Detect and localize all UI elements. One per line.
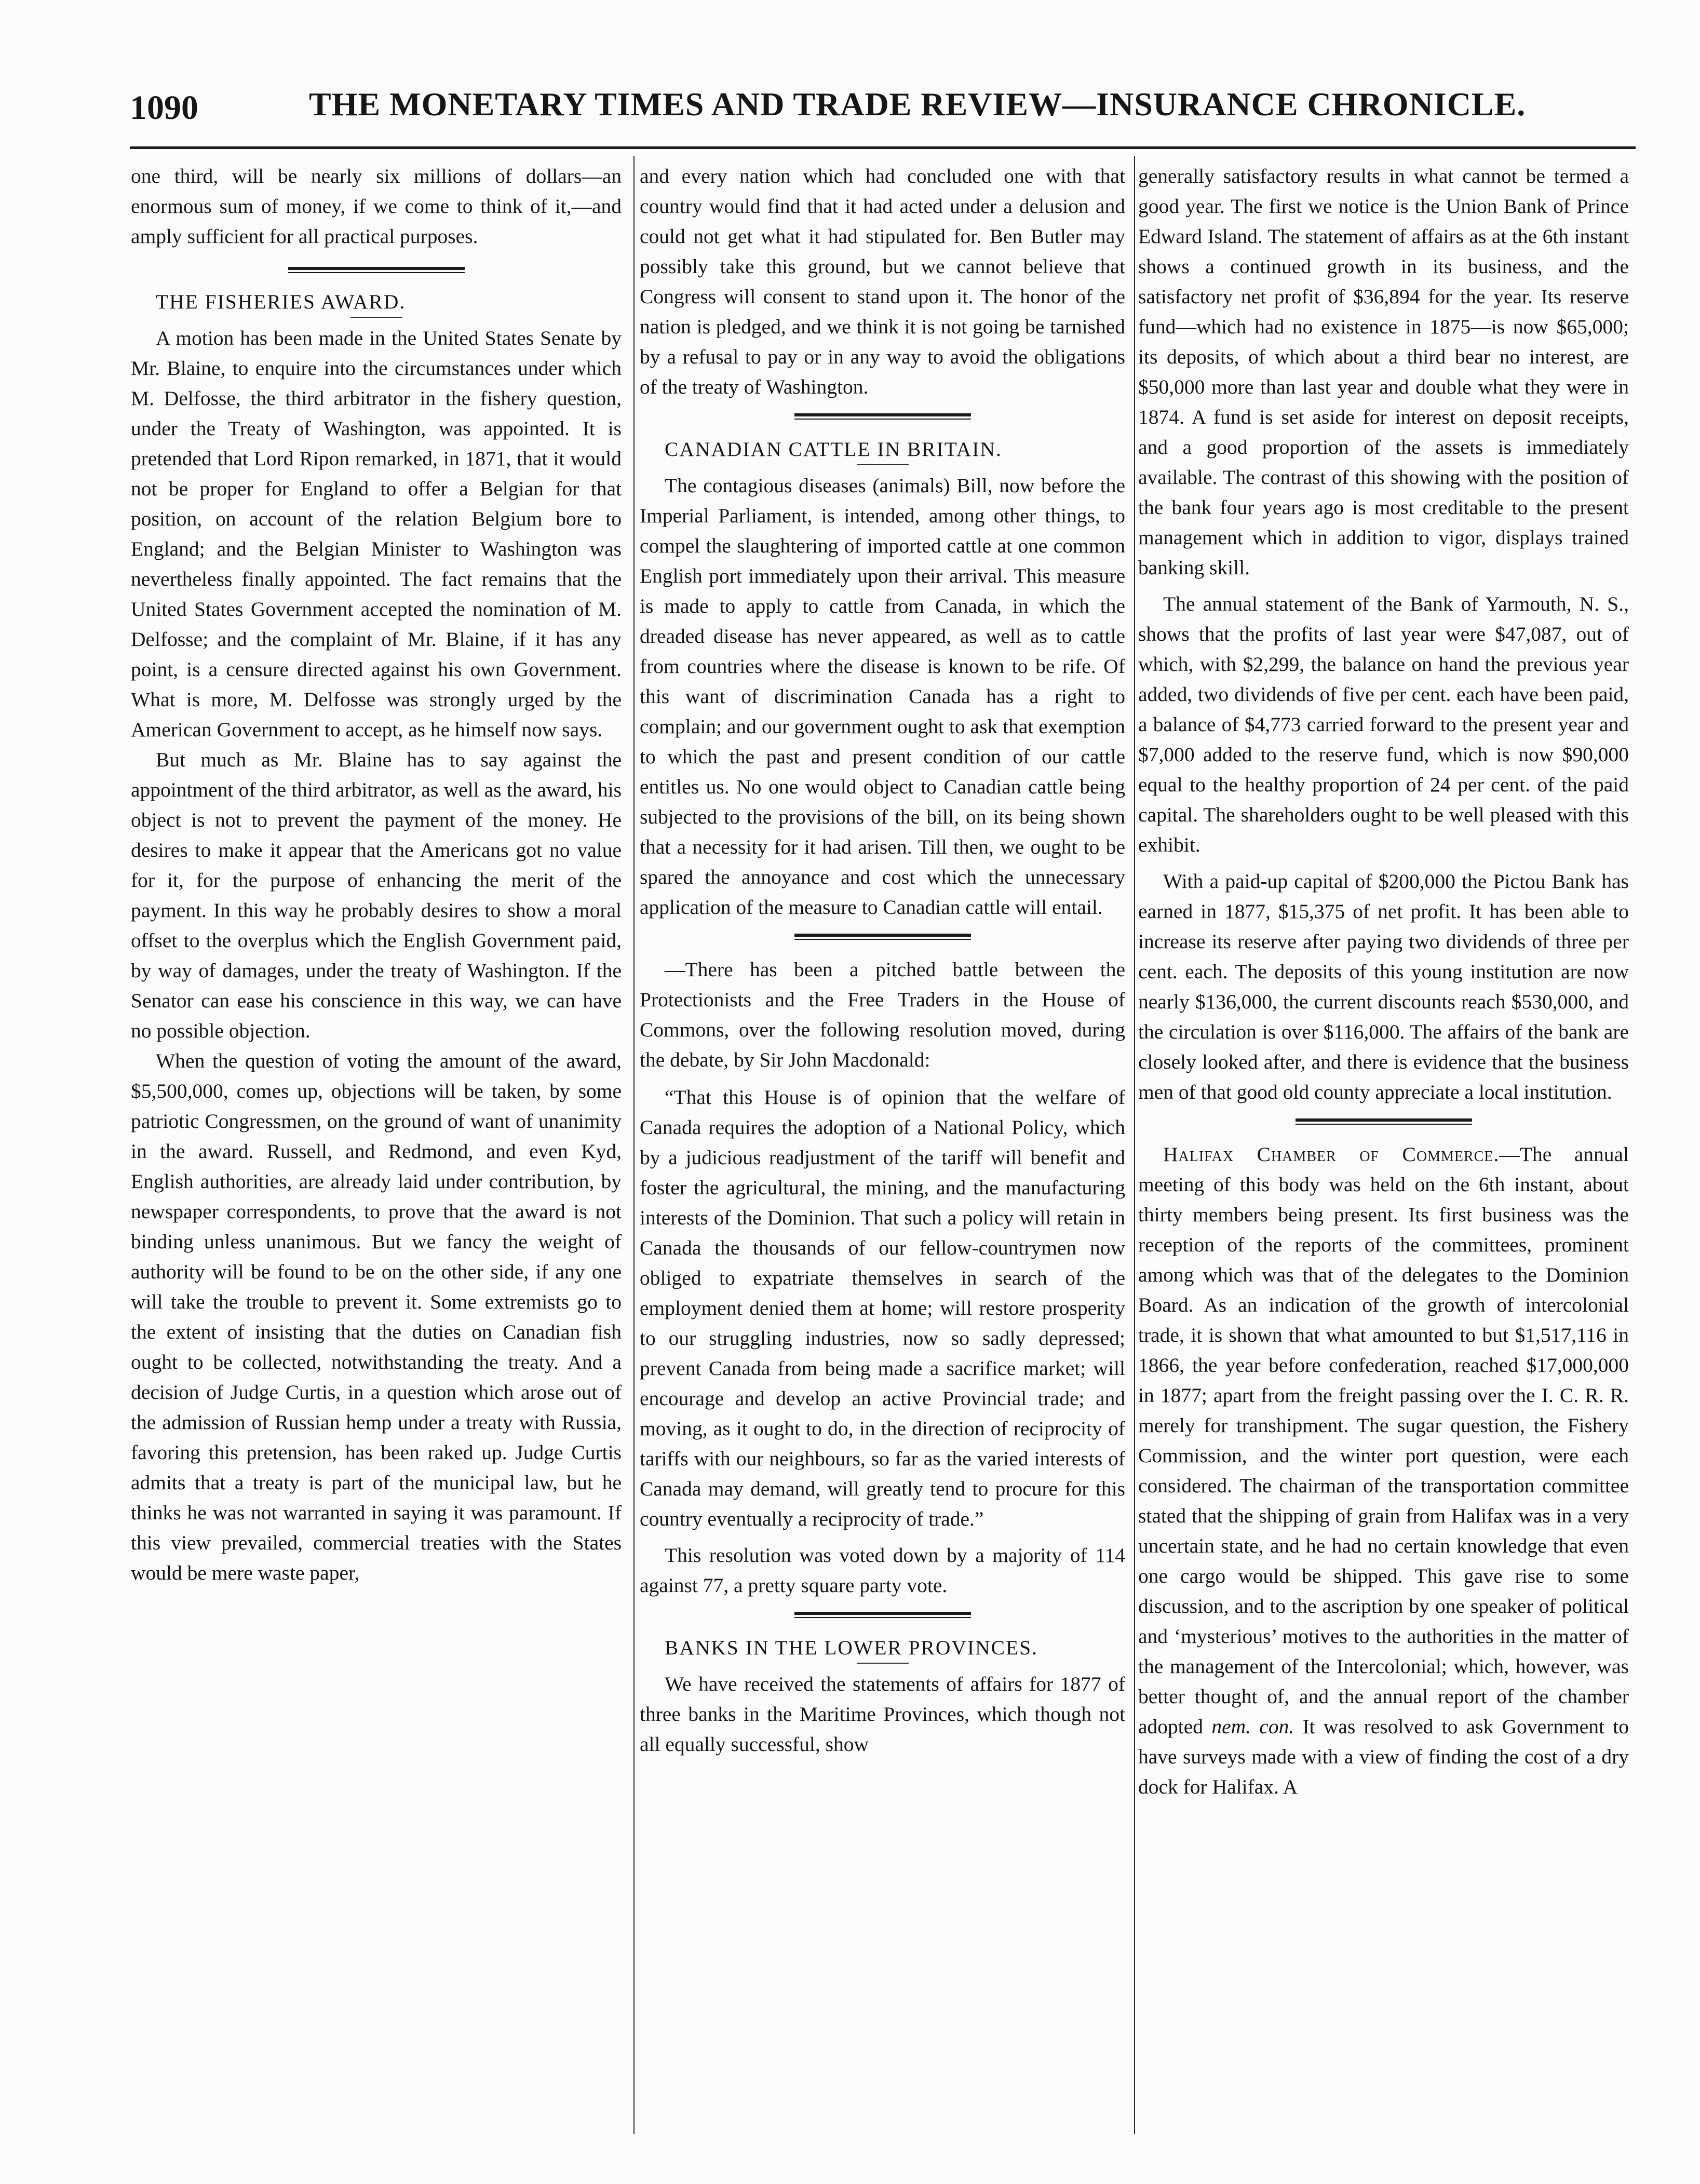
article-heading: THE FISHERIES AWARD. (156, 290, 406, 313)
heading-rule (857, 464, 909, 465)
section-divider (288, 267, 465, 273)
continued-paragraph: one third, will be nearly six millions of dollars—an enormous sum of money, if we come to think of it,—and amply sufficient for all practical purposes. (131, 165, 622, 248)
section-divider (1296, 1118, 1472, 1125)
article-paragraph: The annual statement of the Bank of Yarmouth, N. S., shows that the profits of last year were $47,087, out of which, with $2,299, the balance on hand the previous year added, two dividends of five per cent. each have been paid, a balance of $4,773 carried forward to the present year and $7,000 added to the reserve fund, which is now $90,000 equal to the healthy proportion of 24 per cent. of the paid capital. The shareholders ought to be well pleased with this exhibit. (1138, 592, 1629, 856)
article-paragraph: With a paid-up capital of $200,000 the Pictou Bank has earned in 1877, $15,375 of net profit. It has been able to increase its reserve after paying two dividends of three per cent. each. The deposits of this young institution are now nearly $136,000, the current discounts reach $530,000, and the circulation is over $116,000. The affairs of the bank are closely looked after, and there is evidence that the business men of that good old county appreciate a local institution. (1138, 870, 1629, 1103)
article-paragraph: But much as Mr. Blaine has to say against the appointment of the third arbitrator, as well as the award, his object is not to prevent the payment of the money. He desires to make it appear that the Americans got no value for it, for the purpose of enhancing the merit of the payment. In this way he probably desires to show a moral offset to the overplus which the English Government paid, by way of damages, under the treaty of Washington. If the Senator can ease his conscience in this way, we can have no possible objection. (131, 748, 622, 1042)
article-paragraph: The contagious diseases (animals) Bill, now before the Imperial Parliament, is intended, among other things, to compel the slaughtering of imported cattle at one common English port immediately upon their arrival. This measure is made to apply to cattle from Canada, in which the dreaded disease has never appeared, as well as to cattle from countries where the disease is known to be rife. Of this want of discrimination Canada has a right to complain; and our government ought to ask that exemption to which the past and present condition of our cattle entitles us. No one would object to Canadian cattle being subjected to the provisions of the bill, on its being shown that a necessity for it had arisen. Till then, we ought to be spared the annoyance and cost which the unnecessary application of the measure to Canadian cattle will entail. (640, 474, 1125, 919)
page-edge (0, 0, 21, 2184)
paragraph-lead: Halifax Chamber of Commerce. (1163, 1143, 1500, 1166)
latin-phrase: nem. con. (1211, 1715, 1294, 1738)
heading-rule (857, 1663, 909, 1664)
continued-paragraph: generally satisfactory results in what cannot be termed a good year. The first we notice is the Union Bank of Prince Edward Island. The statement of affairs as at the 6th instant shows a continued growth in its business, and the satisfactory net profit of $36,894 for the year. Its reserve fund—which had no existence in 1875—is now $65,000; its deposits, of which about a third bear no interest, are $50,000 more than last year and double what they were in 1874. A fund is set aside for interest on deposit receipts, and a good proportion of the assets is immediately available. The contrast of this showing with the position of the bank four years ago is most creditable to the present management which in addition to vigor, displays trained banking skill. (1138, 165, 1629, 579)
article-paragraph: A motion has been made in the United States Senate by Mr. Blaine, to enquire into the circumstances under which M. Delfosse, the third arbitrator in the fishery question, under the Treaty of Washington, was appointed. It is pretended that Lord Ripon remarked, in 1871, that it would not be proper for England to offer a Belgian for that position, on account of the relation Belgium bore to England; and the Belgian Minister to Washington was nevertheless finally appointed. The fact remains that the United States Government accepted the nomination of M. Delfosse; and the complaint of Mr. Blaine, if it has any point, is a censure directed against his own Government. What is more, M. Delfosse was strongly urged by the American Government to accept, as he himself now says. (131, 327, 622, 741)
column-3 (1138, 161, 1629, 2134)
article-paragraph (1138, 1139, 1629, 1802)
article-paragraph: —There has been a pitched battle between the Protectionists and the Free Traders in the House of Commons, over the following resolution moved, during the debate, by Sir John Macdonald: (640, 958, 1125, 1071)
section-divider (794, 413, 971, 420)
paragraph-tail: It was resolved to ask Government to have surveys made with a view of finding the cost of a dry dock for Halifax. A (1138, 1715, 1629, 1798)
article-paragraph: We have received the statements of affairs for 1877 of three banks in the Maritime Provinces, which though not all equally successful, show (640, 1673, 1125, 1756)
block-quote: “That this House is of opinion that the welfare of Canada requires the adoption of a National Policy, which by a judicious readjustment of the tariff will benefit and foster the agricultural, the mining, and the manufacturing interests of the Dominion. That such a policy will retain in Canada the thousands of our fellow-countrymen now obliged to expatriate themselves in search of the employment denied them at home; will restore prosperity to our struggling industries, now so sadly depressed; prevent Canada from being made a sacrifice market; will encourage and develop an active Provincial trade; and moving, as it ought to do, in the direction of reciprocity of tariffs with our neighbours, so far as the varied interests of Canada may demand, will greatly tend to procure for this country eventually a reciprocity of trade.” (640, 1086, 1125, 1530)
column-1 (131, 161, 622, 2134)
column-divider (633, 156, 635, 2134)
continued-paragraph: and every nation which had concluded one with that country would find that it had acted under a delusion and could not get what it had stipulated for. Ben Butler may possibly take this ground, but we cannot believe that Congress will consent to stand upon it. The honor of the nation is pledged, and we think it is not going be tarnished by a refusal to pay or in any way to avoid the obligations of the treaty of Washington. (640, 165, 1125, 398)
page-number: 1090 (130, 89, 198, 127)
paragraph-body: —The annual meeting of this body was held on the 6th instant, about thirty members being present. Its first business was the reception of the reports of the committees, prominent among which was that of the delegates to the Dominion Board. As an indication of the growth of intercolonial trade, it is shown that what amounted to but $1,517,116 in 1866, the year before confederation, reached $17,000,000 in 1877; apart from the freight passing over the I. C. R. R. merely for transhipment. The sugar question, the Fishery Commission, and the winter port question, were each considered. The chairman of the transportation committee stated that the shipping of grain from Halifax was in a very uncertain state, and he had no certain knowledge that even one cargo would be shipped. This gave rise to some discussion, and to the ascription by one speaker of political and ‘mysterious’ motives to the authorities in the matter of the management of the Intercolonial; which, however, was better thought of, and the annual report of the chamber adopted (1138, 1143, 1629, 1738)
section-divider (794, 934, 971, 940)
column-divider (1134, 156, 1135, 2134)
article-paragraph: This resolution was voted down by a majority of 114 against 77, a pretty square party vote. (640, 1544, 1125, 1597)
heading-rule (350, 317, 402, 318)
article-heading: CANADIAN CATTLE IN BRITAIN. (665, 438, 1002, 461)
running-title: THE MONETARY TIMES AND TRADE REVIEW—INSURANCE CHRONICLE. (309, 86, 1526, 123)
article-heading: BANKS IN THE LOWER PROVINCES. (665, 1636, 1038, 1659)
column-2 (640, 161, 1125, 2134)
page-header (130, 83, 1636, 130)
section-divider (794, 1612, 971, 1618)
article-paragraph: When the question of voting the amount of the award, $5,500,000, comes up, objections will be taken, by some patriotic Congressmen, on the ground of want of unanimity in the award. Russell, and Redmond, and even Kyd, English authorities, are already laid under contribution, by newspaper correspondents, to prove that the award is not binding unless unanimous. But we fancy the weight of authority will be found to be on the other side, if any one will take the trouble to prevent it. Some extremists go to the extent of insisting that the duties on Canadian fish ought to be collected, notwithstanding the treaty. And a decision of Judge Curtis, in a question which arose out of the admission of Russian hemp under a treaty with Russia, favoring this pretension, has been raked up. Judge Curtis admits that a treaty is part of the municipal law, but he thinks he was not warranted in saying it was paramount. If this view prevailed, commercial treaties with the States would be mere waste paper, (131, 1049, 622, 1584)
header-rule (130, 146, 1636, 149)
